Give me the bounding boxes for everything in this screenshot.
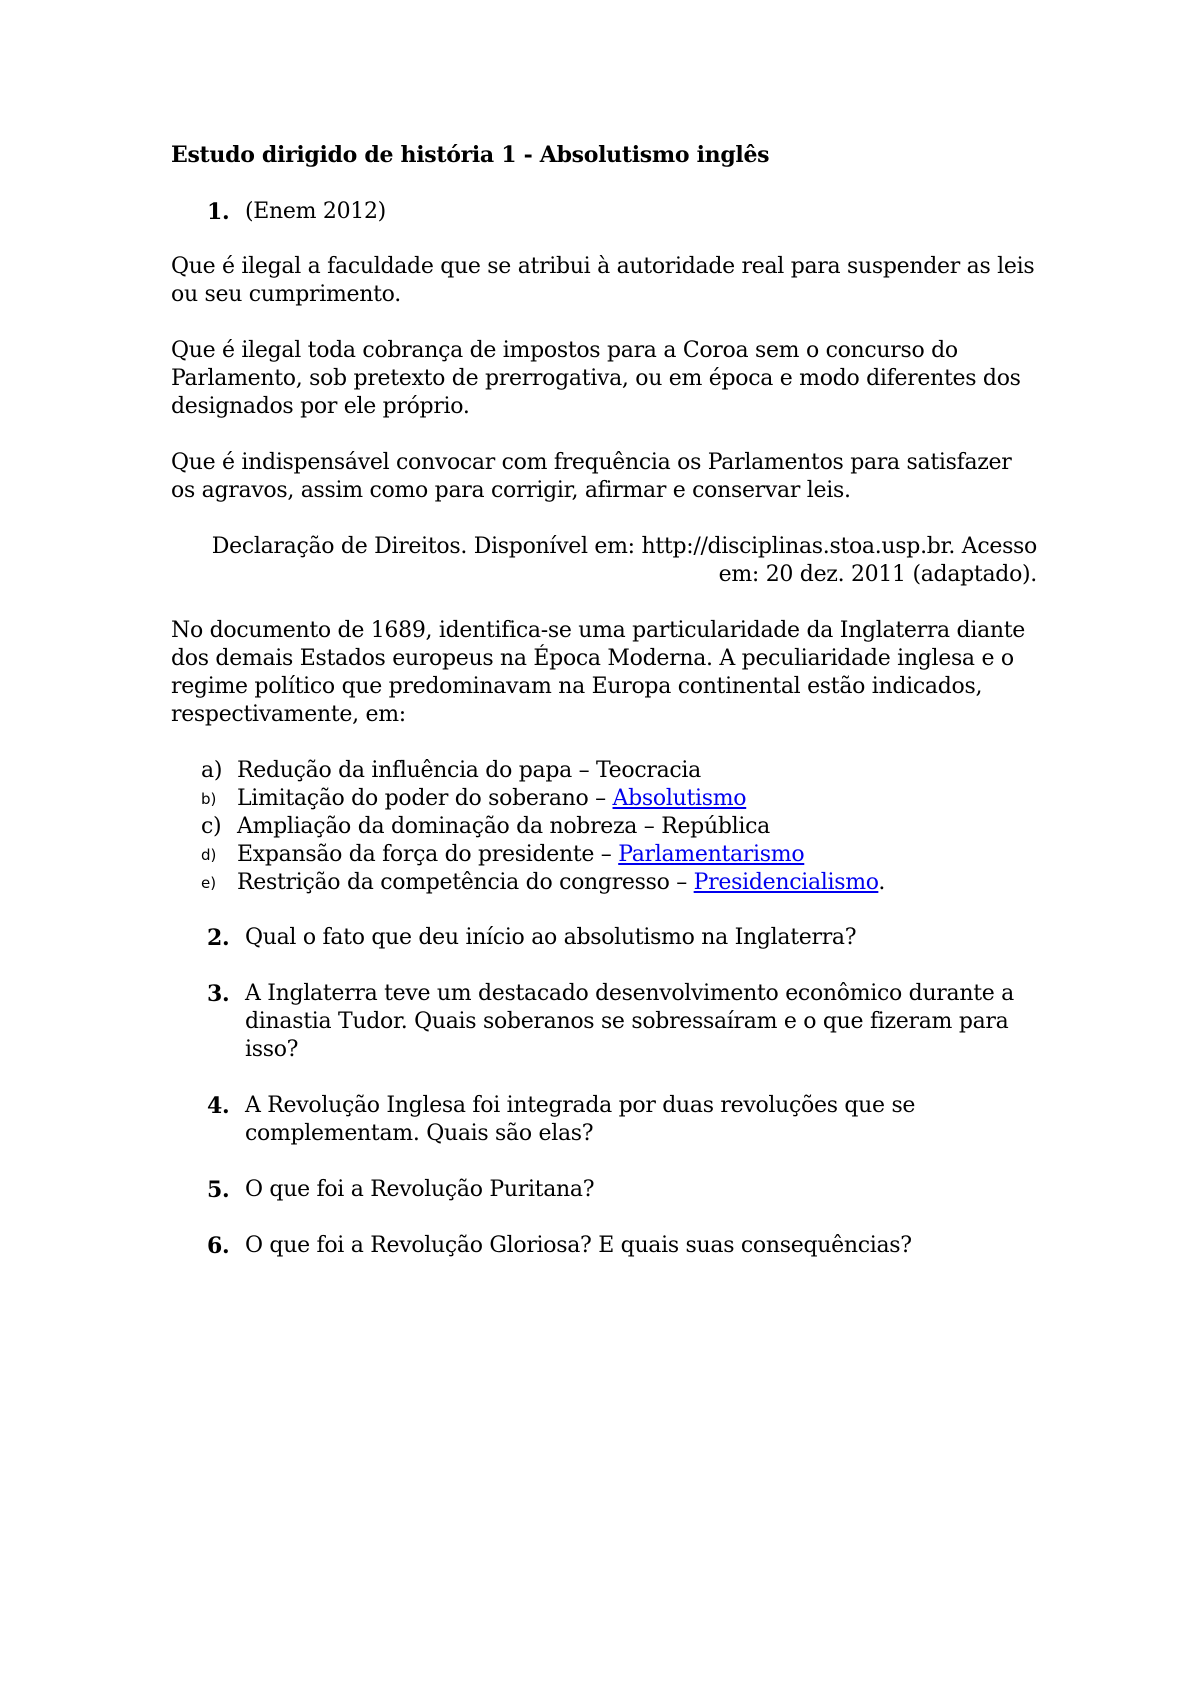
question-text: O que foi a Revolução Gloriosa? E quais suas consequências? bbox=[245, 1233, 912, 1258]
option-c bbox=[171, 813, 1041, 841]
option-a bbox=[171, 757, 1041, 785]
question-stem: No documento de 1689, identifica-se uma particularidade da Inglaterra diante dos demais Estados europeus na Época Moderna. A peculiaridade inglesa e o regime político que predominavam na Europa continental estão indicados, respectivamente, em: bbox=[171, 618, 1026, 727]
option-b bbox=[171, 785, 1041, 813]
question-3 bbox=[171, 980, 1041, 1064]
parlamentarismo-link[interactable]: Parlamentarismo bbox=[618, 842, 805, 867]
quote-paragraph-1: Que é ilegal a faculdade que se atribui à autoridade real para suspender as leis ou seu cumprimento. bbox=[171, 254, 1035, 307]
option-letter: d) bbox=[201, 846, 217, 864]
question-2 bbox=[171, 924, 1041, 952]
absolutismo-link[interactable]: Absolutismo bbox=[612, 786, 747, 811]
option-letter: a) bbox=[201, 758, 223, 783]
question-text: O que foi a Revolução Puritana? bbox=[245, 1177, 595, 1202]
question-6 bbox=[171, 1232, 1041, 1260]
question-number: 2. bbox=[207, 925, 230, 951]
question-number: 1. bbox=[207, 199, 230, 225]
question-number: 3. bbox=[207, 981, 230, 1007]
question-1 bbox=[171, 198, 1041, 226]
question-source-label: (Enem 2012) bbox=[245, 199, 386, 224]
question-text: Qual o fato que deu início ao absolutismo na Inglaterra? bbox=[245, 925, 857, 950]
option-text: Expansão da força do presidente – bbox=[237, 842, 619, 867]
question-text: A Inglaterra teve um destacado desenvolvimento econômico durante a dinastia Tudor. Quais soberanos se sobressaíram e o que fizeram para isso? bbox=[245, 981, 1014, 1062]
question-4 bbox=[171, 1092, 1041, 1148]
option-suffix: . bbox=[878, 870, 886, 895]
question-5 bbox=[171, 1176, 1041, 1204]
option-text: Ampliação da dominação da nobreza – República bbox=[237, 814, 770, 839]
answer-options bbox=[171, 757, 1041, 897]
option-text: Restrição da competência do congresso – bbox=[237, 870, 694, 895]
option-text: Redução da influência do papa – Teocracia bbox=[237, 758, 701, 783]
quote-paragraph-2: Que é ilegal toda cobrança de impostos para a Coroa sem o concurso do Parlamento, sob pretexto de prerrogativa, ou em época e modo diferentes dos designados por ele próprio. bbox=[171, 338, 1021, 419]
presidencialismo-link[interactable]: Presidencialismo bbox=[693, 870, 879, 895]
option-letter: e) bbox=[201, 874, 217, 892]
quote-paragraph-3: Que é indispensável convocar com frequência os Parlamentos para satisfazer os agravos, assim como para corrigir, afirmar e conservar leis. bbox=[171, 450, 1012, 503]
option-e bbox=[171, 869, 1041, 897]
quote-source: Declaração de Direitos. Disponível em: http://disciplinas.stoa.usp.br. Acesso em: 20 dez. 2011 (adaptado). bbox=[211, 534, 1037, 587]
question-number: 6. bbox=[207, 1233, 230, 1259]
option-letter: b) bbox=[201, 790, 217, 808]
question-number: 4. bbox=[207, 1093, 230, 1119]
document-title: Estudo dirigido de história 1 - Absolutismo inglês bbox=[171, 142, 770, 168]
option-d bbox=[171, 841, 1041, 869]
document-page bbox=[171, 138, 1041, 1288]
option-letter: c) bbox=[201, 814, 222, 839]
question-number: 5. bbox=[207, 1177, 230, 1203]
question-text: A Revolução Inglesa foi integrada por duas revoluções que se complementam. Quais são elas? bbox=[245, 1093, 916, 1146]
option-text: Limitação do poder do soberano – bbox=[237, 786, 613, 811]
